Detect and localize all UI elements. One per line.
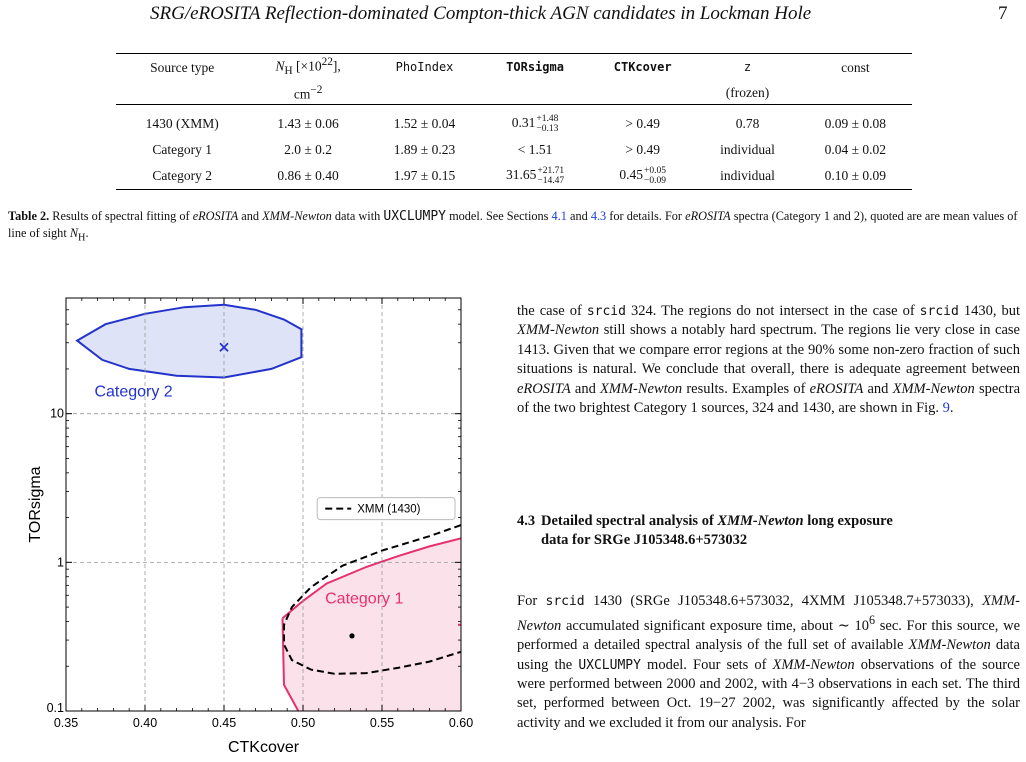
- table-row: 1430 (XMM) 1.43 ± 0.06 1.52 ± 0.04 0.31 +1.48 −0.13 > 0.49 0.78 0.09 ± 0.08: [145, 114, 887, 135]
- x-tick-label: 0.55: [369, 716, 395, 730]
- col-torsigma: TORsigma: [481, 54, 589, 81]
- category-2-label: Category 2: [94, 383, 173, 401]
- y-tick-label: 10: [50, 406, 64, 421]
- x-tick-label: 0.40: [132, 716, 158, 730]
- page-number: 7: [998, 3, 1008, 24]
- legend-label-xmm: XMM (1430): [357, 503, 421, 516]
- y-tick-label: 0.1: [46, 701, 64, 715]
- col-ctkcover: CTKcover: [589, 54, 696, 81]
- figure-ref[interactable]: 9: [942, 400, 950, 417]
- section-heading: 4.3 Detailed spectral analysis of XMM-Newton long exposure data for SRGe J105348.6+573032: [517, 513, 893, 548]
- running-title: SRG/eROSITA Reflection-dominated Compton-thick AGN candidates in Lockman Hole: [150, 3, 812, 24]
- col-z-note: (frozen): [696, 80, 798, 105]
- body-paragraph-1: the case of srcid 324. The regions do not intersect in the case of srcid 1430, but XMM-Newton still shows a notably hard spectrum. The regions lie very close in case 1413. Given that we compare error regions at the 90% some non-zero fraction of such situations is natural. We conclude that overall, there is adequate agreement between eROSITA and XMM-Newton results. Examples of eROSITA and XMM-Newton spectra of the two brightest Category 1 sources, 324 and 1430, are shown in Fig. 9.: [517, 303, 1021, 417]
- x-tick-label: 0.45: [211, 716, 237, 730]
- y-tick-label: 1: [57, 555, 64, 570]
- col-source-type: Source type: [116, 54, 248, 81]
- table-header-units-row: [116, 80, 912, 105]
- y-axis-label: TORsigma: [27, 466, 44, 543]
- category-2-region: [77, 305, 301, 378]
- section-ref-4-3[interactable]: 4.3: [590, 209, 607, 223]
- col-z: z: [696, 54, 798, 81]
- col-nh: $N_H$ $[\times 10^{22}]$,: [248, 54, 368, 81]
- x-tick-label: 0.60: [448, 716, 474, 730]
- col-nh-unit: $cm^{-2}$: [248, 80, 368, 105]
- x-tick-label: 0.35: [53, 716, 79, 730]
- results-table: [116, 53, 912, 190]
- category-1-label: Category 1: [325, 590, 404, 608]
- col-phoindex: PhoIndex: [368, 54, 481, 81]
- table-header-row: [116, 54, 912, 81]
- table-caption: Table 2. Results of spectral fitting of eROSITA and XMM-Newton data with UXCLUMPY model. See Sections 4.1 and 4.3 for details. For eROSITA spectra (Category 1 and 2), quoted are are mean values of line of sight $N_H$.: [8, 209, 1018, 244]
- category-1-best-fit-point: [349, 633, 354, 638]
- x-tick-label: 0.50: [290, 716, 316, 730]
- table-row: Category 2 0.86 ± 0.40 1.97 ± 0.15 31.65 +21.71 −14.47 0.45 +0.05 −0.09 individual 0.10 ± 0.09: [116, 163, 912, 190]
- contour-figure: [0, 290, 474, 760]
- table-row: Category 1 2.0 ± 0.2 1.89 ± 0.23 < 1.51 > 0.49 individual 0.04 ± 0.02: [152, 142, 887, 158]
- col-const: const: [799, 54, 912, 81]
- section-ref-4-1[interactable]: 4.1: [551, 209, 567, 223]
- x-axis-label: CTKcover: [227, 739, 300, 756]
- body-paragraph-2: For srcid 1430 (SRGe J105348.6+573032, 4XMM J105348.7+573033), XMM-Newton accumulated significant exposure time, about ∼ $10^6$ sec. For this source, we performed a detailed spectral analysis of the full set of available XMM-Newton data using the UXCLUMPY model. Four sets of XMM-Newton observations of the source were performed between 2000 and 2002, with 4−3 observations in each set. The third set, performed between Oct. 19−27 2002, was significantly affected by the solar activity and we excluded it from our analysis. For: [517, 592, 1020, 731]
